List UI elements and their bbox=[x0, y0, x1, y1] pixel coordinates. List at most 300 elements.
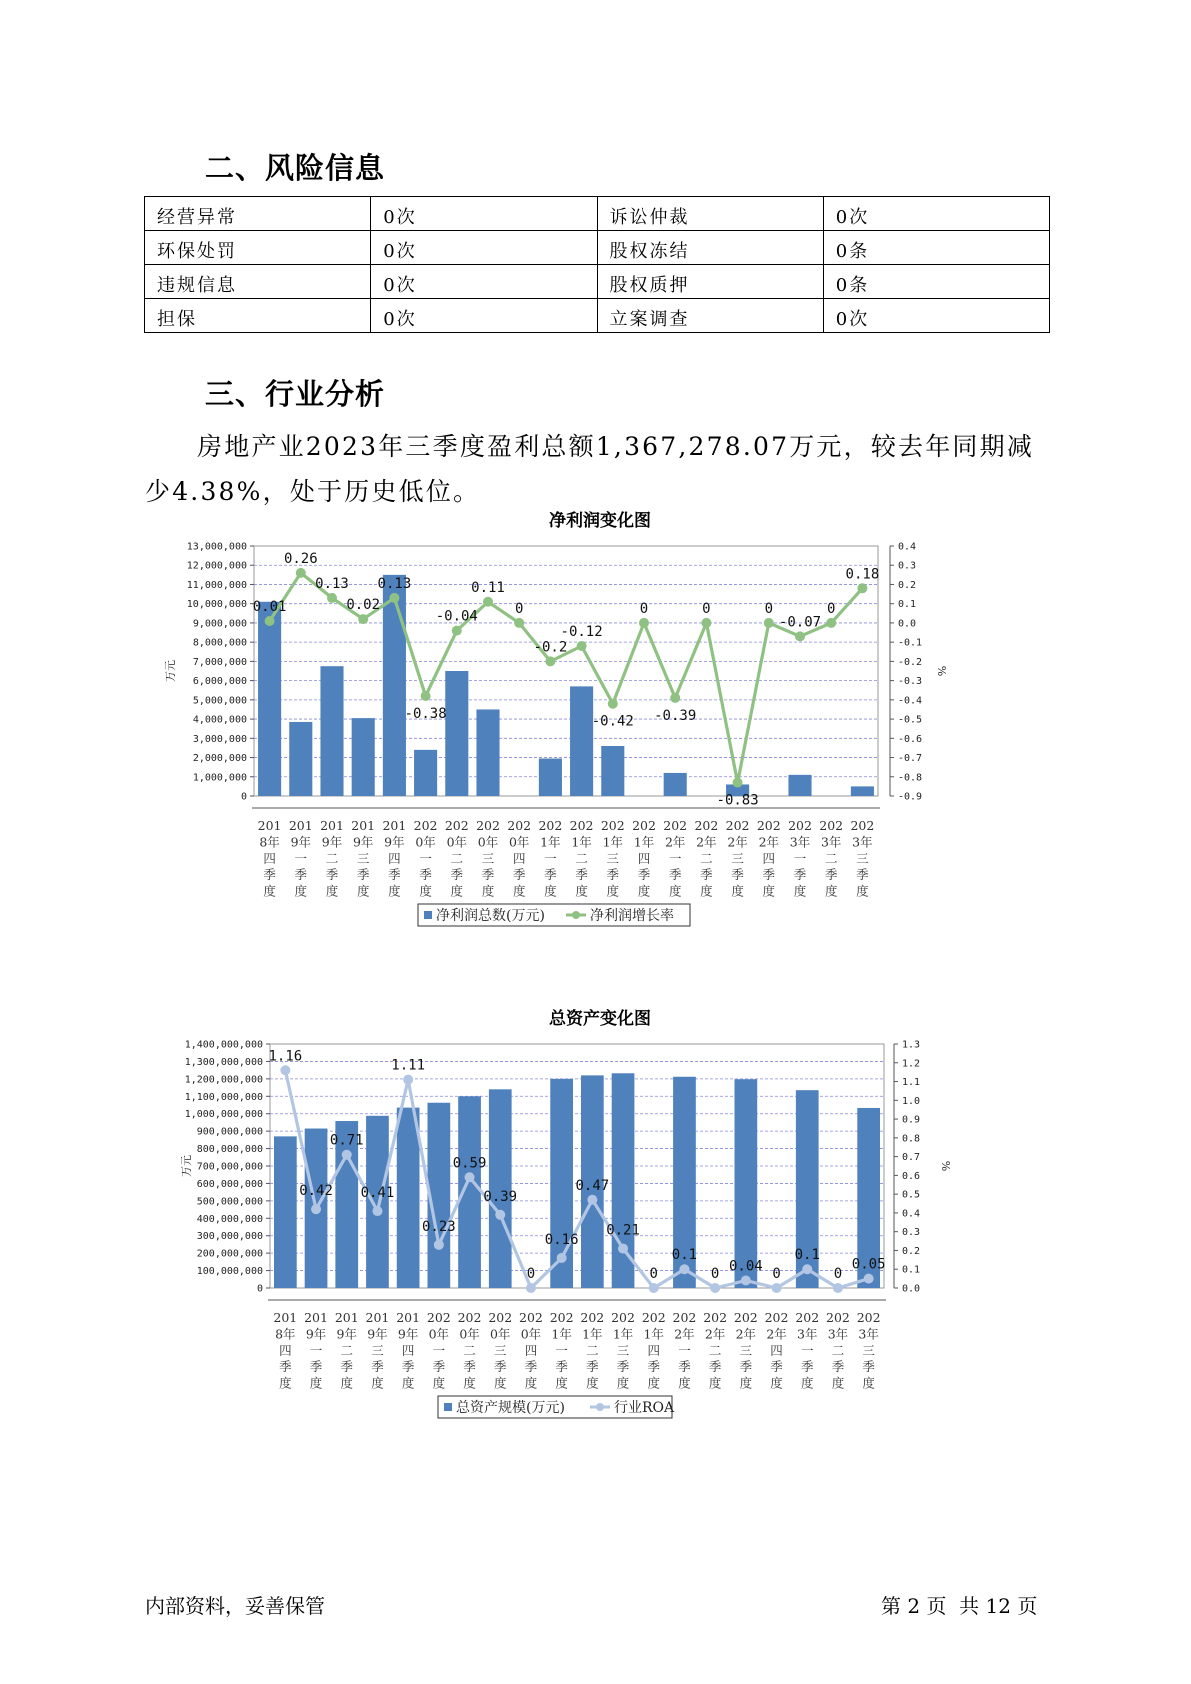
risk-item-label: 担保 bbox=[145, 299, 371, 333]
x-tick-label: 202 bbox=[507, 818, 532, 833]
x-tick-label: 二 bbox=[325, 850, 339, 866]
risk-table-row bbox=[145, 265, 1050, 299]
x-tick-label: 度 bbox=[606, 883, 620, 899]
y-tick-label: 8,000,000 bbox=[192, 637, 247, 649]
data-label: 0.26 bbox=[283, 550, 318, 567]
x-tick-label: 度 bbox=[862, 1375, 875, 1391]
x-tick-label: 3年 bbox=[797, 1326, 818, 1342]
y-tick-label: 1,300,000,000 bbox=[184, 1056, 263, 1068]
data-label: -0.07 bbox=[778, 614, 822, 631]
data-label: 0.39 bbox=[483, 1188, 518, 1205]
y-tick-label: 400,000,000 bbox=[196, 1213, 263, 1225]
x-tick-label: 三 bbox=[493, 1342, 507, 1358]
x-tick-label: 202 bbox=[663, 818, 688, 833]
x-tick-label: 201 bbox=[257, 818, 282, 833]
x-tick-label: 度 bbox=[371, 1375, 384, 1391]
x-tick-label: 三 bbox=[862, 1342, 875, 1358]
x-tick-label: 季 bbox=[279, 1359, 292, 1375]
line-point bbox=[733, 778, 743, 788]
risk-item-label: 股权冻结 bbox=[597, 231, 823, 265]
y2-axis-title: % bbox=[935, 665, 948, 677]
x-tick-label: 季 bbox=[463, 1359, 476, 1375]
x-tick-label: 度 bbox=[263, 883, 276, 899]
bar bbox=[734, 1079, 757, 1288]
bar bbox=[664, 773, 687, 796]
data-label: 0.18 bbox=[845, 566, 880, 583]
y2-tick-label: 0.0 bbox=[898, 618, 917, 630]
x-tick-label: 2年 bbox=[704, 1326, 726, 1342]
data-label: 0.23 bbox=[421, 1218, 456, 1235]
line-point bbox=[772, 1283, 782, 1293]
x-tick-label: 202 bbox=[856, 1310, 881, 1325]
bar bbox=[414, 750, 437, 796]
x-tick-label: 9年 bbox=[336, 1326, 357, 1342]
x-tick-label: 三 bbox=[481, 850, 495, 866]
x-tick-label: 202 bbox=[457, 1310, 482, 1325]
x-tick-label: 三 bbox=[739, 1342, 753, 1358]
data-label: 0.1 bbox=[671, 1247, 698, 1264]
x-tick-label: 0年 bbox=[477, 834, 499, 850]
x-tick-label: 季 bbox=[668, 867, 682, 883]
x-tick-label: 季 bbox=[481, 867, 495, 883]
y-tick-label: 12,000,000 bbox=[186, 560, 247, 572]
x-tick-label: 度 bbox=[279, 1375, 292, 1391]
x-tick-label: 季 bbox=[586, 1359, 599, 1375]
x-tick-label: 季 bbox=[862, 1359, 875, 1375]
y2-tick-label: -0.4 bbox=[898, 695, 923, 707]
x-tick-label: 度 bbox=[388, 883, 401, 899]
y2-tick-label: 0.9 bbox=[902, 1114, 921, 1126]
line-point bbox=[679, 1264, 689, 1274]
x-tick-label: 9年 bbox=[397, 1326, 419, 1342]
x-tick-label: 季 bbox=[637, 867, 651, 883]
x-tick-label: 一 bbox=[668, 850, 682, 866]
line-point bbox=[296, 568, 306, 578]
x-tick-label: 二 bbox=[450, 850, 464, 866]
legend-bar-label: 总资产规模(万元) bbox=[456, 1400, 565, 1416]
x-tick-label: 201 bbox=[334, 1310, 359, 1325]
data-label: 0.04 bbox=[728, 1258, 763, 1275]
x-tick-label: 四 bbox=[647, 1342, 661, 1358]
y-tick-label: 1,100,000,000 bbox=[184, 1091, 263, 1103]
bar bbox=[289, 722, 312, 796]
x-tick-label: 202 bbox=[611, 1310, 635, 1325]
x-tick-label: 度 bbox=[481, 883, 495, 899]
x-tick-label: 季 bbox=[762, 867, 776, 883]
total-assets-chart bbox=[150, 1009, 1050, 1491]
x-tick-label: 季 bbox=[700, 867, 713, 883]
data-label: -0.04 bbox=[435, 608, 478, 625]
y-tick-label: 6,000,000 bbox=[192, 676, 247, 688]
x-tick-label: 9年 bbox=[321, 834, 343, 850]
x-tick-label: 202 bbox=[764, 1310, 789, 1325]
x-tick-label: 201 bbox=[382, 818, 407, 833]
x-tick-label: 0年 bbox=[459, 1326, 480, 1342]
bar bbox=[397, 1108, 420, 1288]
line-point bbox=[265, 616, 275, 626]
line-point bbox=[526, 1283, 536, 1293]
x-tick-label: 1年 bbox=[602, 834, 624, 850]
x-tick-label: 度 bbox=[450, 883, 464, 899]
x-tick-label: 度 bbox=[356, 883, 370, 899]
bar bbox=[445, 671, 468, 796]
x-tick-label: 一 bbox=[419, 850, 432, 866]
x-tick-label: 季 bbox=[524, 1359, 538, 1375]
x-tick-label: 0年 bbox=[446, 834, 468, 850]
x-tick-label: 度 bbox=[544, 883, 557, 899]
line-point bbox=[372, 1206, 382, 1216]
x-tick-label: 1年 bbox=[551, 1326, 572, 1342]
y2-tick-label: 1.0 bbox=[902, 1095, 921, 1107]
risk-item-value: 0次 bbox=[371, 231, 597, 265]
y2-tick-label: -0.1 bbox=[898, 637, 923, 649]
risk-item-value: 0次 bbox=[823, 299, 1049, 333]
line-point bbox=[280, 1065, 290, 1075]
line-point bbox=[434, 1240, 444, 1250]
x-tick-label: 三 bbox=[371, 1342, 384, 1358]
y2-tick-label: 0.3 bbox=[898, 560, 917, 572]
x-tick-label: 季 bbox=[739, 1359, 753, 1375]
data-label: -0.2 bbox=[533, 639, 568, 656]
x-tick-label: 四 bbox=[388, 850, 401, 866]
x-tick-label: 二 bbox=[831, 1342, 845, 1358]
y-tick-label: 800,000,000 bbox=[196, 1144, 263, 1156]
y2-tick-label: -0.8 bbox=[898, 772, 923, 784]
line-point bbox=[764, 618, 774, 628]
data-label: 0 bbox=[639, 600, 649, 617]
legend-line-marker bbox=[596, 1403, 604, 1411]
bar bbox=[570, 686, 593, 796]
x-tick-label: 202 bbox=[672, 1310, 697, 1325]
line-point bbox=[403, 1075, 413, 1085]
x-tick-label: 2年 bbox=[735, 1326, 757, 1342]
y2-tick-label: 0.2 bbox=[898, 579, 917, 591]
line-point bbox=[465, 1172, 475, 1182]
y-tick-label: 0 bbox=[256, 1283, 263, 1295]
x-tick-label: 2年 bbox=[758, 834, 780, 850]
line-point bbox=[802, 1264, 812, 1274]
x-tick-label: 度 bbox=[770, 1375, 783, 1391]
line-point bbox=[618, 1244, 628, 1254]
x-tick-label: 201 bbox=[288, 818, 313, 833]
data-label: -0.38 bbox=[404, 706, 447, 722]
industry-section-title: 三、行业分析 bbox=[205, 377, 386, 411]
x-tick-label: 季 bbox=[678, 1359, 691, 1375]
line-point bbox=[577, 641, 587, 651]
x-tick-label: 度 bbox=[831, 1375, 845, 1391]
data-label: 0 bbox=[649, 1266, 658, 1282]
x-tick-label: 季 bbox=[555, 1359, 568, 1375]
y2-tick-label: 0.1 bbox=[898, 599, 917, 611]
data-label: -0.39 bbox=[654, 707, 697, 724]
x-tick-label: 202 bbox=[580, 1310, 605, 1325]
y-tick-label: 1,000,000 bbox=[192, 772, 247, 784]
x-tick-label: 四 bbox=[762, 850, 776, 866]
y2-tick-label: -0.7 bbox=[898, 753, 923, 765]
x-tick-label: 度 bbox=[325, 883, 339, 899]
x-tick-label: 0年 bbox=[508, 834, 530, 850]
x-tick-label: 季 bbox=[309, 1359, 323, 1375]
x-tick-label: 9年 bbox=[352, 834, 374, 850]
data-label: 0.71 bbox=[329, 1132, 364, 1149]
x-tick-label: 202 bbox=[600, 818, 625, 833]
y2-tick-label: 0.1 bbox=[902, 1264, 921, 1276]
x-tick-label: 1年 bbox=[540, 834, 561, 850]
legend-bar-swatch bbox=[424, 911, 432, 919]
x-tick-label: 一 bbox=[432, 1342, 446, 1358]
x-tick-label: 0年 bbox=[415, 834, 436, 850]
x-tick-label: 201 bbox=[304, 1310, 328, 1325]
x-tick-label: 202 bbox=[850, 818, 875, 833]
x-tick-label: 1年 bbox=[582, 1326, 603, 1342]
data-label: 0.21 bbox=[606, 1222, 640, 1239]
data-label: 0 bbox=[710, 1266, 720, 1282]
footer-note: 内部资料，妥善保管 bbox=[145, 1594, 325, 1618]
line-point bbox=[495, 1210, 505, 1220]
y-tick-label: 5,000,000 bbox=[192, 695, 247, 707]
line-point bbox=[389, 593, 399, 603]
line-point bbox=[864, 1274, 874, 1284]
y2-axis-title: % bbox=[939, 1160, 952, 1172]
x-tick-label: 3年 bbox=[789, 834, 811, 850]
bar bbox=[366, 1116, 389, 1288]
x-tick-label: 201 bbox=[365, 1310, 390, 1325]
y-tick-label: 10,000,000 bbox=[186, 599, 247, 611]
x-tick-label: 度 bbox=[432, 1375, 446, 1391]
x-tick-label: 季 bbox=[856, 867, 869, 883]
x-tick-label: 3年 bbox=[852, 834, 873, 850]
x-tick-label: 季 bbox=[294, 867, 308, 883]
chart-title: 净利润变化图 bbox=[549, 511, 651, 531]
x-tick-label: 202 bbox=[549, 1310, 574, 1325]
x-tick-label: 二 bbox=[463, 1342, 476, 1358]
x-tick-label: 度 bbox=[524, 1375, 538, 1391]
x-tick-label: 四 bbox=[524, 1342, 538, 1358]
line-point bbox=[670, 693, 680, 703]
y-axis-title: 万元 bbox=[180, 1155, 193, 1177]
x-tick-label: 9年 bbox=[384, 834, 405, 850]
bar bbox=[383, 575, 406, 796]
y2-tick-label: 0.2 bbox=[902, 1245, 921, 1257]
y-tick-label: 7,000,000 bbox=[192, 656, 247, 668]
x-tick-label: 3年 bbox=[858, 1326, 879, 1342]
x-tick-label: 四 bbox=[512, 850, 526, 866]
y2-tick-label: 0.7 bbox=[902, 1152, 921, 1164]
line-point bbox=[741, 1275, 751, 1285]
bar bbox=[851, 786, 874, 796]
x-tick-label: 1年 bbox=[571, 834, 592, 850]
x-tick-label: 季 bbox=[544, 867, 557, 883]
data-label: 0 bbox=[772, 1266, 781, 1282]
y-tick-label: 500,000,000 bbox=[196, 1196, 263, 1208]
x-tick-label: 度 bbox=[668, 883, 682, 899]
legend-line-marker bbox=[572, 911, 580, 919]
x-tick-label: 201 bbox=[396, 1310, 421, 1325]
risk-item-label: 诉讼仲裁 bbox=[597, 197, 823, 231]
x-tick-label: 度 bbox=[793, 883, 807, 899]
x-tick-label: 一 bbox=[294, 850, 308, 866]
x-tick-label: 202 bbox=[569, 818, 594, 833]
x-tick-label: 度 bbox=[700, 883, 713, 899]
y-tick-label: 9,000,000 bbox=[192, 618, 247, 630]
x-tick-label: 三 bbox=[731, 850, 744, 866]
y2-tick-label: -0.9 bbox=[898, 791, 923, 803]
risk-table-row bbox=[145, 299, 1050, 333]
x-tick-label: 季 bbox=[340, 1359, 354, 1375]
y2-tick-label: 0.6 bbox=[902, 1170, 921, 1182]
y2-tick-label: -0.5 bbox=[898, 714, 923, 726]
x-tick-label: 度 bbox=[856, 883, 869, 899]
y-tick-label: 1,200,000,000 bbox=[184, 1074, 263, 1086]
data-label: 0.16 bbox=[544, 1231, 579, 1248]
x-tick-label: 202 bbox=[826, 1310, 850, 1325]
x-tick-label: 度 bbox=[678, 1375, 691, 1391]
line-point bbox=[608, 699, 618, 709]
y2-tick-label: 0.0 bbox=[902, 1283, 921, 1295]
x-tick-label: 三 bbox=[356, 850, 370, 866]
x-tick-label: 季 bbox=[731, 867, 744, 883]
line-point bbox=[587, 1195, 597, 1205]
x-tick-label: 度 bbox=[512, 883, 526, 899]
data-label: 0.11 bbox=[471, 579, 505, 596]
x-tick-label: 季 bbox=[401, 1359, 415, 1375]
x-tick-label: 202 bbox=[641, 1310, 666, 1325]
line-point bbox=[857, 583, 867, 593]
x-tick-label: 度 bbox=[401, 1375, 415, 1391]
x-tick-label: 202 bbox=[538, 818, 563, 833]
x-tick-label: 一 bbox=[793, 850, 807, 866]
line-point bbox=[421, 691, 431, 701]
risk-table-row bbox=[145, 231, 1050, 265]
x-tick-label: 202 bbox=[444, 818, 469, 833]
bar bbox=[612, 1073, 635, 1288]
x-tick-label: 度 bbox=[586, 1375, 599, 1391]
x-tick-label: 度 bbox=[419, 883, 432, 899]
x-tick-label: 202 bbox=[413, 818, 438, 833]
line-point bbox=[701, 618, 711, 628]
x-tick-label: 一 bbox=[544, 850, 557, 866]
y2-tick-label: 0.4 bbox=[902, 1208, 921, 1220]
x-tick-label: 3年 bbox=[827, 1326, 849, 1342]
data-label: 1.16 bbox=[268, 1048, 303, 1065]
x-tick-label: 季 bbox=[616, 1359, 630, 1375]
risk-item-label: 环保处罚 bbox=[145, 231, 371, 265]
x-tick-label: 季 bbox=[512, 867, 526, 883]
x-tick-label: 202 bbox=[756, 818, 781, 833]
x-tick-label: 二 bbox=[586, 1342, 599, 1358]
data-label: -0.83 bbox=[716, 792, 759, 809]
x-tick-label: 9年 bbox=[367, 1326, 388, 1342]
x-tick-label: 季 bbox=[356, 867, 370, 883]
x-tick-label: 9年 bbox=[290, 834, 312, 850]
y2-tick-label: 1.1 bbox=[902, 1077, 921, 1089]
legend-line-label: 行业ROA bbox=[614, 1400, 675, 1416]
x-tick-label: 季 bbox=[708, 1359, 722, 1375]
bar bbox=[601, 746, 624, 796]
bar bbox=[274, 1136, 297, 1288]
risk-item-label: 经营异常 bbox=[145, 197, 371, 231]
x-tick-label: 0年 bbox=[428, 1326, 450, 1342]
x-tick-label: 四 bbox=[279, 1342, 292, 1358]
x-tick-label: 度 bbox=[762, 883, 776, 899]
x-tick-label: 8年 bbox=[259, 834, 280, 850]
x-tick-label: 季 bbox=[450, 867, 464, 883]
x-tick-label: 2年 bbox=[727, 834, 748, 850]
data-label: 0 bbox=[526, 1266, 536, 1282]
x-tick-label: 202 bbox=[694, 818, 719, 833]
x-tick-label: 度 bbox=[340, 1375, 354, 1391]
x-tick-label: 202 bbox=[488, 1310, 513, 1325]
x-tick-label: 9年 bbox=[305, 1326, 327, 1342]
risk-item-label: 股权质押 bbox=[597, 265, 823, 299]
x-tick-label: 季 bbox=[606, 867, 620, 883]
y-tick-label: 200,000,000 bbox=[196, 1248, 263, 1260]
y-tick-label: 4,000,000 bbox=[192, 714, 247, 726]
y-tick-label: 3,000,000 bbox=[192, 733, 247, 745]
x-tick-label: 一 bbox=[309, 1342, 323, 1358]
x-tick-label: 季 bbox=[793, 867, 807, 883]
data-label: -0.42 bbox=[591, 713, 634, 730]
risk-item-value: 0次 bbox=[371, 299, 597, 333]
x-tick-label: 202 bbox=[426, 1310, 451, 1325]
line-point bbox=[639, 618, 649, 628]
x-tick-label: 度 bbox=[294, 883, 308, 899]
legend-line-label: 净利润增长率 bbox=[590, 908, 674, 924]
x-tick-label: 度 bbox=[309, 1375, 323, 1391]
legend-bar-swatch bbox=[444, 1403, 452, 1411]
line-point bbox=[514, 618, 524, 628]
y-tick-label: 700,000,000 bbox=[196, 1161, 263, 1173]
y2-tick-label: 0.3 bbox=[902, 1227, 921, 1239]
x-tick-label: 二 bbox=[824, 850, 838, 866]
data-label: 0.42 bbox=[299, 1183, 333, 1200]
x-tick-label: 202 bbox=[476, 818, 500, 833]
x-tick-label: 二 bbox=[340, 1342, 354, 1358]
risk-item-value: 0次 bbox=[371, 197, 597, 231]
industry-paragraph: 房地产业2023年三季度盈利总额1,367,278.07万元，较去年同期减少4.38%，处于历史低位。 bbox=[145, 432, 1035, 506]
x-tick-label: 三 bbox=[616, 1342, 630, 1358]
x-tick-label: 季 bbox=[824, 867, 838, 883]
y2-tick-label: -0.6 bbox=[898, 733, 923, 745]
y2-tick-label: -0.2 bbox=[898, 656, 923, 668]
x-tick-label: 二 bbox=[708, 1342, 722, 1358]
x-tick-label: 202 bbox=[519, 1310, 543, 1325]
x-tick-label: 201 bbox=[273, 1310, 298, 1325]
data-label: 0.47 bbox=[575, 1177, 610, 1194]
x-tick-label: 1年 bbox=[612, 1326, 634, 1342]
line-point bbox=[311, 1204, 321, 1214]
risk-item-label: 违规信息 bbox=[145, 265, 371, 299]
data-label: 1.11 bbox=[391, 1057, 426, 1074]
x-tick-label: 202 bbox=[788, 818, 812, 833]
y2-tick-label: 1.2 bbox=[902, 1058, 921, 1070]
x-tick-label: 度 bbox=[824, 883, 838, 899]
line-point bbox=[710, 1283, 720, 1293]
data-label: 0 bbox=[826, 600, 836, 617]
x-tick-label: 季 bbox=[575, 867, 588, 883]
risk-item-value: 0条 bbox=[823, 231, 1049, 265]
x-tick-label: 度 bbox=[731, 883, 744, 899]
x-tick-label: 二 bbox=[700, 850, 713, 866]
x-tick-label: 季 bbox=[325, 867, 339, 883]
data-label: 0.05 bbox=[851, 1256, 886, 1273]
x-tick-label: 度 bbox=[739, 1375, 753, 1391]
bar bbox=[788, 775, 811, 796]
y2-tick-label: 0.8 bbox=[902, 1133, 921, 1145]
data-label: 0 bbox=[764, 600, 774, 617]
x-tick-label: 度 bbox=[800, 1375, 814, 1391]
line-point bbox=[826, 618, 836, 628]
